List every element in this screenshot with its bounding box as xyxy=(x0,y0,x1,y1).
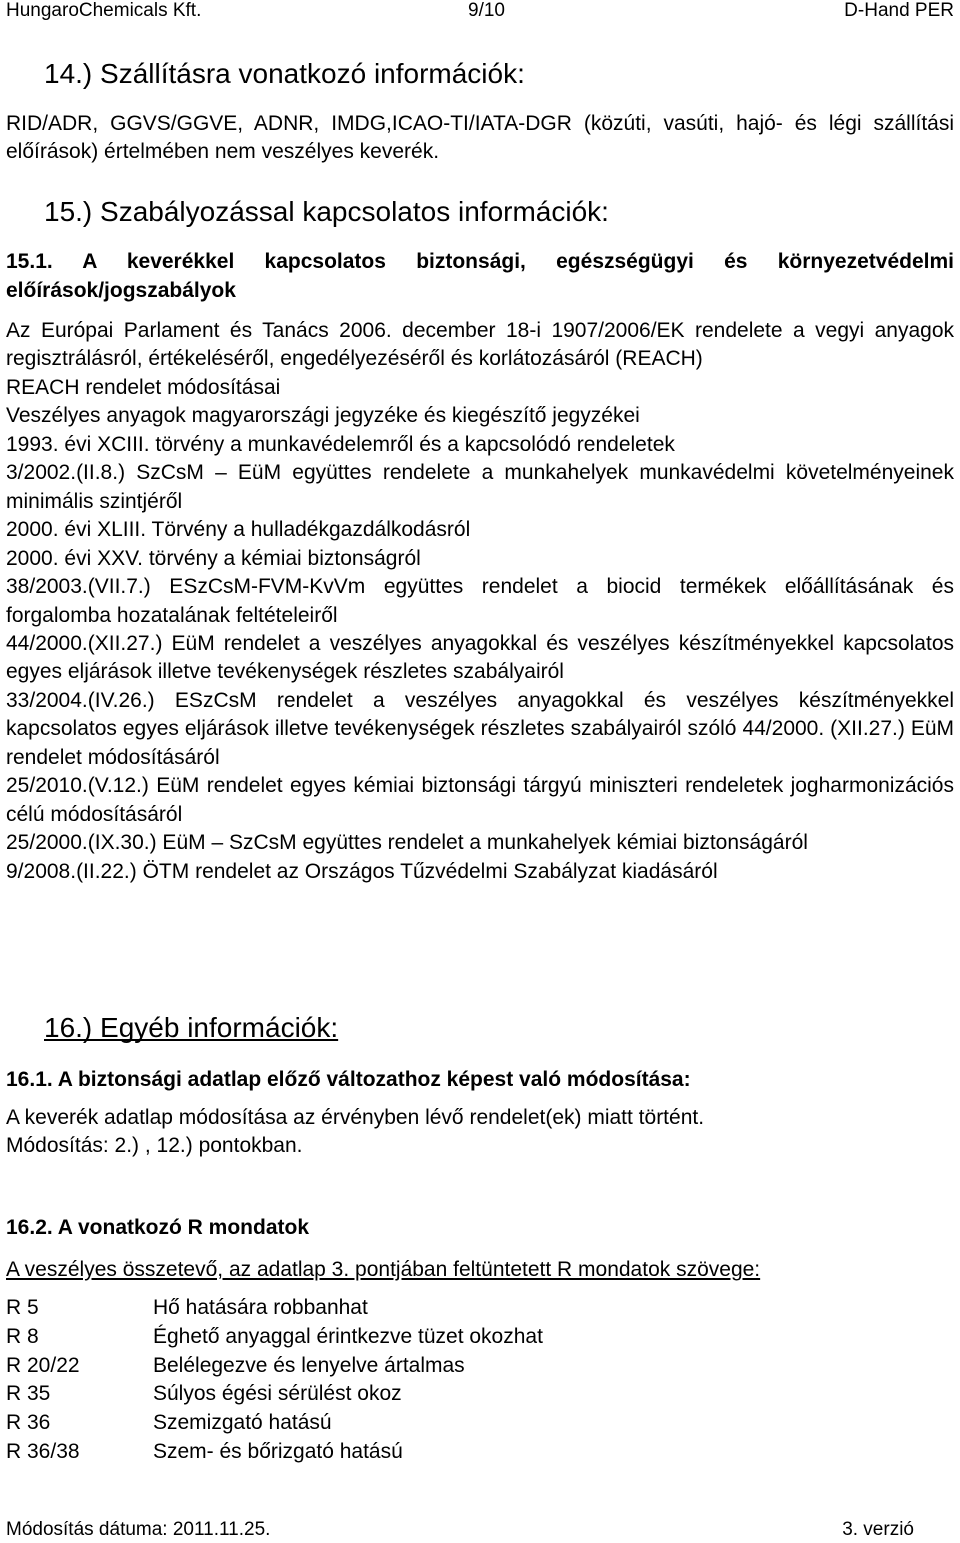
r-phrase-text: Szem- és bőrizgató hatású xyxy=(153,1439,403,1463)
r-phrase-code: R 36/38 xyxy=(6,1439,80,1463)
r-phrase-row xyxy=(6,1294,543,1323)
r-phrase-code: R 5 xyxy=(6,1296,39,1319)
header-product: D-Hand PER xyxy=(844,0,954,21)
section-16-1-text xyxy=(6,1104,954,1161)
section-15-1-heading xyxy=(6,248,954,305)
section-16-2-heading: 16.2. A vonatkozó R mondatok xyxy=(6,1216,309,1239)
r-phrase-row xyxy=(6,1409,543,1438)
r-phrase-code: R 8 xyxy=(6,1324,39,1348)
regulation-item: 2000. évi XLIII. Törvény a hulladékgazdálkodásról xyxy=(6,518,471,542)
regulation-item: 44/2000.(XII.27.) EüM rendelet a veszélyes anyagokkal és veszélyes készítményekkel kapcsolatos egyes eljárások illetve tevékenységek részletes szabályairól xyxy=(6,631,954,684)
section-15-1-heading-text: 15.1. A keverékkel kapcsolatos biztonsági, egészségügyi és környezetvédelmi előírások/jogszabályok xyxy=(6,250,954,302)
r-phrase-text: Súlyos égési sérülést okoz xyxy=(153,1382,402,1406)
regulation-item: 25/2000.(IX.30.) EüM – SzCsM együttes rendelet a munkahelyek kémiai biztonságáról xyxy=(6,831,808,855)
regulation-item: REACH rendelet módosításai xyxy=(6,375,281,399)
regulation-item: 2000. évi XXV. törvény a kémiai biztonságról xyxy=(6,546,421,570)
regulation-item: 1993. évi XCIII. törvény a munkavédelemről és a kapcsolódó rendeletek xyxy=(6,432,675,456)
regulation-item: Az Európai Parlament és Tanács 2006. december 18-i 1907/2006/EK rendelete a vegyi anyagok regisztrálásról, értékeléséről, engedélyezéséről és korlátozásáról (REACH) xyxy=(6,319,954,371)
page-header xyxy=(6,0,954,24)
regulation-item: 25/2010.(V.12.) EüM rendelet egyes kémiai biztonsági tárgyú miniszteri rendeletek jogharmonizációs célú módosításáról xyxy=(6,774,954,826)
header-page-number: 9/10 xyxy=(468,0,505,21)
r-phrase-text: Hő hatására robbanhat xyxy=(153,1296,368,1319)
footer-revision-date: Módosítás dátuma: 2011.11.25. xyxy=(6,1519,271,1540)
section-14-paragraph: RID/ADR, GGVS/GGVE, ADNR, IMDG,ICAO-TI/IATA-DGR (közúti, vasúti, hajó- és légi szállítási előírások) értelmében nem veszélyes keverék. xyxy=(6,112,954,164)
r-phrase-row xyxy=(6,1380,543,1409)
r-phrases-intro xyxy=(6,1256,954,1284)
section-14-text xyxy=(6,110,954,167)
r-phrase-row xyxy=(6,1352,543,1381)
header-company: HungaroChemicals Kft. xyxy=(6,0,202,21)
r-phrase-code: R 36 xyxy=(6,1411,51,1435)
regulations-list xyxy=(6,317,954,886)
r-phrase-text: Éghető anyaggal érintkezve tüzet okozhat xyxy=(153,1324,543,1348)
r-phrase-code: R 35 xyxy=(6,1382,51,1406)
section-16-title-text: 16.) Egyéb információk: xyxy=(44,1012,339,1043)
modification-points: Módosítás: 2.) , 12.) pontokban. xyxy=(6,1134,303,1158)
footer-version: 3. verzió xyxy=(842,1519,914,1540)
r-phrase-row xyxy=(6,1438,543,1467)
modification-reason: A keverék adatlap módosítása az érvényben lévő rendelet(ek) miatt történt. xyxy=(6,1106,705,1129)
r-phrase-text: Belélegezve és lenyelve ártalmas xyxy=(153,1353,465,1377)
section-14-title: 14.) Szállításra vonatkozó információk: xyxy=(44,58,525,89)
section-16-1-heading: 16.1. A biztonsági adatlap előző változathoz képest való módosítása: xyxy=(6,1068,691,1091)
r-phrase-text: Szemizgató hatású xyxy=(153,1411,332,1435)
regulation-item: Veszélyes anyagok magyarországi jegyzéke és kiegészítő jegyzékei xyxy=(6,404,640,428)
r-phrases-intro-text: A veszélyes összetevő, az adatlap 3. pontjában feltüntetett R mondatok szövege: xyxy=(6,1258,761,1281)
r-phrase-code: R 20/22 xyxy=(6,1353,80,1377)
section-16-title xyxy=(44,1012,338,1044)
regulation-item: 38/2003.(VII.7.) ESzCsM-FVM-KvVm együttes rendelet a biocid termékek előállításának és forgalomba hozatalának feltételeiről xyxy=(6,575,954,627)
section-15-title: 15.) Szabályozással kapcsolatos információk: xyxy=(44,196,609,227)
regulation-item: 3/2002.(II.8.) SzCsM – EüM együttes rendelete a munkahelyek munkavédelmi követelményeinek minimális szintjéről xyxy=(6,461,954,513)
regulation-item: 9/2008.(II.22.) ÖTM rendelet az Országos Tűzvédelmi Szabályzat kiadásáról xyxy=(6,859,718,883)
r-phrases-table xyxy=(6,1294,543,1467)
regulation-item: 33/2004.(IV.26.) ESzCsM rendelet a veszélyes anyagokkal és veszélyes készítményekkel kapcsolatos egyes eljárások illetve tevékenységek részletes szabályairól szóló 44/2000. (XII.27.) EüM rendelet módosításáról xyxy=(6,688,954,769)
r-phrase-row xyxy=(6,1323,543,1352)
